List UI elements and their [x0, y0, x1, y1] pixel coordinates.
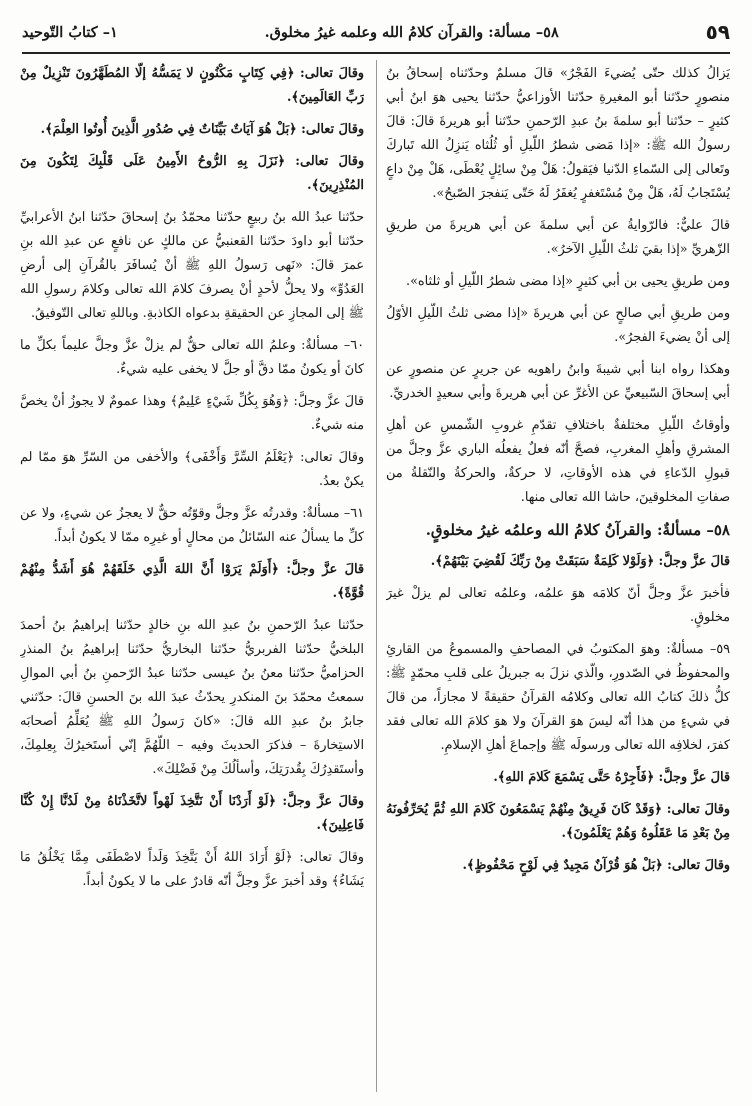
paragraph: حدّثنا عبدُ الرّحمنِ بنُ عبدِ الله بنِ خالدٍ حدّثنا إبراهيمُ بنُ أحمدَ البلخيُّ حدّثنا الفربريُّ حدّثنا البخاريُّ حدّثنا إبراهيمُ بنُ المنذرِ الحزاميُّ حدّثنا معنُ بنُ عيسى حدّثنا عبدُ الرّحمنِ بنُ أبي الموالِ سمعتُ محمّدَ بنَ المنكدرِ يحدّثُ عبدَ الله بنَ الحسنِ قالَ: حدّثني جابرُ بنُ عبدِ الله قالَ: «كانَ رَسولُ اللهِ ﷺ يُعَلِّمُ أصحابَه الاستِخارةَ – فذكرَ الحديثَ وفيه – اللّهُمَّ إنّي أستَخيرُكَ بِعِلمِكَ، وأستَقدِرُكَ بِقُدرَتِكَ، وأسألُكَ مِنْ فَضْلِكَ». — [20, 618, 364, 777]
paragraph: يَزالُ كذلك حتّى يُضيءَ الفَجْرُ» قالَ مسلمٌ وحدّثناه إسحاقُ بنُ منصورٍ حدّثنا أبو المغيرةِ حدّثنا الأوزاعيُّ حدّثنا يحيى هوَ ابنُ أبي كثيرٍ – حدّثنا أبو سلمةَ بنُ عبدِ الرّحمنِ حدّثنا أبو هريرةَ قالَ: قالَ رسولُ الله ﷺ: «إذا مَضى شطرُ اللّيلِ أو ثُلُثاه يَنزِلُ الله تَباركَ وتَعالى إلى السّماءِ الدّنيا فيَقولُ: هَلْ مِنْ سائِلٍ يُعْطَى، هَلْ مِنْ داعٍ يُسْتَجابُ لَهُ، هَلْ مِنْ مُسْتَغفرٍ يُغفَرُ لَهُ حَتّى يَنفجرَ الصّبحُ». — [386, 66, 730, 201]
section-paragraph: ٥٩– مسألةٌ: وهوَ المكتوبُ في المصاحفِ والمسموعُ من القارئِ والمحفوظُ في الصّدورِ، والّذي نزلَ به جبريلُ على قلبِ محمّدٍ ﷺ: كلُّ ذلكَ كتابُ الله تعالى وكلامُه القرآنُ حقيقةً لا مجازاً، من قالَ في شيءٍ من هذا أنّه ليسَ هوَ القرآنَ ولا هوَ كلامَ الله تعالى فقد كفرَ، لخلافِه الله تعالى ورسولَه ﷺ وإجماعَ أهلِ الإسلامِ. — [386, 642, 730, 753]
verse: قالَ عزَّ وجلَّ: ﴿أَوَلَمْ يَرَوْا أَنَّ اللهَ الَّذِي خَلَقَهُمْ هُوَ أَشَدُّ مِنْهُمْ قُوَّةً﴾. — [20, 562, 364, 601]
paragraph: وقالَ تعالى: ﴿يَعْلَمُ السِّرَّ وَأَخْفَى﴾ والأخفى من السّرِّ هوَ ممّا لم يكنْ بعدُ. — [20, 450, 364, 489]
paragraph: وقالَ تعالى: ﴿لَوْ أَرَادَ اللهُ أَنْ يَتَّخِذَ وَلَداً لاصْطَفَى مِمَّا يَخْلُقُ مَا يَشَاءُ﴾ وقد أخبرَ عزَّ وجلَّ أنّه قادرٌ على ما لا يكونُ أبداً. — [20, 850, 364, 889]
section-paragraph: ٦١– مسألةٌ: وقدرتُه عزَّ وجلَّ وقوّتُه حقٌّ لا يعجزُ عن شيءٍ، ولا عن كلِّ ما يسألُ عنه السّائلُ من محالٍ أو غيرِه ممّا لا يكونُ أبداً. — [20, 506, 364, 545]
page-number: ٥٩ — [705, 20, 730, 44]
verse: وقالَ تعالى: ﴿بَلْ هُوَ قُرْآنٌ مَجِيدٌ فِي لَوْحٍ مَحْفُوظٍ﴾. — [462, 858, 730, 873]
verse: قالَ عزَّ وجلَّ: ﴿فَأَجِرْهُ حَتَّى يَسْمَعَ كَلامَ اللهِ﴾. — [493, 770, 730, 785]
verse: وقالَ تعالى: ﴿بَلْ هُوَ آيَاتٌ بَيِّنَاتٌ فِي صُدُورِ الَّذِينَ أُوتُوا العِلْمَ﴾. — [40, 122, 364, 137]
paragraph: فأخبرَ عزَّ وجلَّ أنّ كلامَه هوَ علمُه، وعلمُه تعالى لم يزلْ غيرَ مخلوقٍ. — [386, 586, 730, 625]
left-column — [20, 62, 364, 1092]
verse: قالَ عزَّ وجلَّ: ﴿وَلَوْلا كَلِمَةٌ سَبَقَتْ مِنْ رَبِّكَ لَقُضِيَ بَيْنَهُمْ﴾. — [430, 554, 730, 569]
paragraph: حدّثنا عبدُ الله بنُ ربيعٍ حدّثنا محمّدُ بنُ إسحاقَ حدّثنا ابنُ الأعرابيِّ حدّثنا أبو داودَ حدّثنا القعنبيُّ عن مالكٍ عن نافعٍ عن عبدِ الله بنِ عمرَ قالَ: «نَهى رَسولُ اللهِ ﷺ أنْ يُسافَرَ بالقُرآنِ إلى أرضِ العَدُوِّ» ولا يحلُّ لأحدٍ أنْ يصرفَ كلامَ الله تعالى وكلامَ رسولِ الله ﷺ إلى المجازِ عن الحقيقةِ بدعواه الكاذبةِ. وباللهِ تعالى التّوفيقُ. — [20, 210, 364, 321]
verse: وقالَ عزَّ وجلَّ: ﴿لَوْ أَرَدْنَا أَنْ نَتَّخِذَ لَهْواً لاتَّخَذْنَاهُ مِنْ لَدُنَّا إِنْ كُنَّا فَاعِلِينَ﴾. — [20, 794, 364, 833]
paragraph: قالَ عليٌّ: فالرّوايةُ عن أبي سلمةَ عن أبي هريرةَ من طريقِ الزّهريِّ «إذا بقيَ ثلثُ اللّيلِ الآخرُ». — [386, 218, 730, 257]
right-column — [386, 62, 730, 1092]
paragraph: وأوقاتُ اللّيلِ مختلفةٌ باختلافِ تقدّمِ غروبِ الشّمسِ عن أهلِ المشرقِ وأهلِ المغربِ، فصحَّ أنّه فعلٌ يفعلُه الباري عزَّ وجلَّ من قبولِ الدّعاءِ في هذه الأوقاتِ، لا حركةٌ، والحركةُ والنّقلةُ من صفاتِ المخلوقينَ، حاشا الله تعالى منها. — [386, 418, 730, 505]
page-header — [22, 12, 730, 54]
verse: وقالَ تعالى: ﴿نَزَلَ بِهِ الرُّوحُ الأَمِينُ عَلَى قَلْبِكَ لِتَكُونَ مِنَ المُنْذِرِينَ﴾. — [20, 154, 364, 193]
paragraph: ومن طريقِ أبي صالحٍ عن أبي هريرةَ «إذا مضى ثلثُ اللّيلِ الأوّلُ إلى أنْ يضيءَ الفجرُ». — [386, 306, 730, 345]
verse: وقالَ تعالى: ﴿فِي كِتَابٍ مَكْنُونٍ لا يَمَسُّهُ إلّا المُطَهَّرُونَ تَنْزِيلٌ مِنْ رَبِّ العَالَمِينَ﴾. — [20, 66, 364, 105]
paragraph: قالَ عزَّ وجلَّ: ﴿وَهُوَ بِكُلِّ شَيْءٍ عَلِيمٌ﴾ وهذا عمومٌ لا يجوزُ أنْ يخصَّ منه شيءٌ. — [20, 394, 364, 433]
section-paragraph: ٦٠– مسألةٌ: وعلمُ الله تعالى حقٌّ لم يزلْ عزَّ وجلَّ عليماً بكلِّ ما كانَ أو يكونُ ممّا دقَّ أو جلَّ لا يخفى عليه شيءٌ. — [20, 338, 364, 377]
verse: وقالَ تعالى: ﴿وَقَدْ كَانَ فَرِيقٌ مِنْهُمْ يَسْمَعُونَ كَلامَ اللهِ ثُمَّ يُحَرِّفُونَهُ مِنْ بَعْدِ مَا عَقَلُوهُ وَهُمْ يَعْلَمُونَ﴾. — [386, 802, 730, 841]
paragraph: ومن طريقِ يحيى بن أبي كثيرٍ «إذا مضى شطرُ اللّيلِ أو ثلثاه». — [406, 274, 730, 289]
paragraph: وهكذا رواه ابنا أبي شيبةَ وابنُ راهويه عن جريرٍ عن منصورٍ عن أبي إسحاقَ السّبيعيِّ عن الأغرِّ عن أبي هريرةَ وأبي سعيدٍ الخدريِّ. — [386, 362, 730, 401]
running-title: ٥٨– مسألة: والقرآن كلامُ الله وعلمه غيرُ مخلوق. — [264, 23, 559, 41]
book-title: ١– كتابُ التّوحيد — [22, 23, 118, 41]
section-heading: ٥٨– مسألةٌ: والقرآنُ كلامُ الله وعلمُه غيرُ مخلوقٍ. — [425, 521, 730, 539]
column-divider — [376, 60, 377, 1092]
